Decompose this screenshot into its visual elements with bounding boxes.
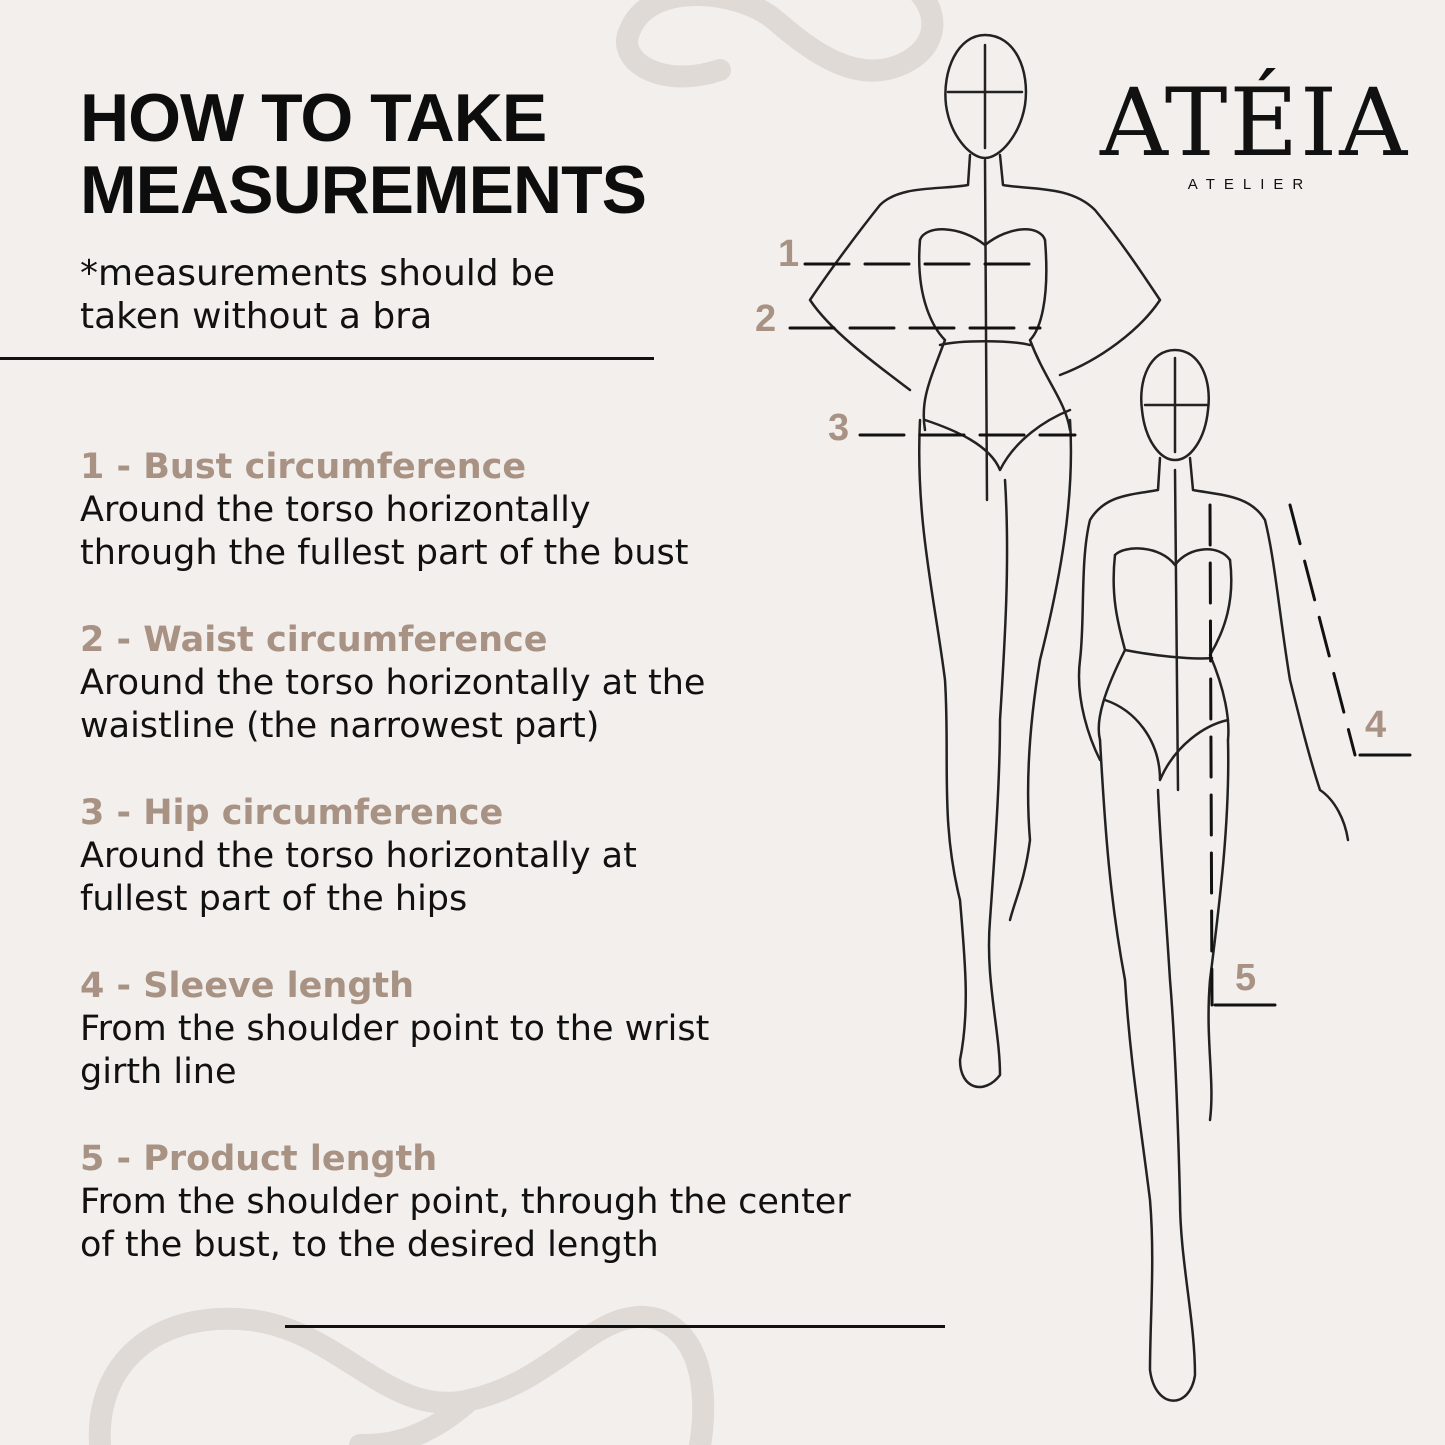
step-desc-line: Around the torso horizontally [80,490,591,530]
marker-3: 3 [828,407,850,449]
marker-1: 1 [778,233,800,275]
page-title [80,82,646,226]
step-desc-line: Around the torso horizontally at the [80,663,706,703]
step-title: 4 - Sleeve length [80,966,415,1006]
step-title: 3 - Hip circumference [80,793,504,833]
step-title: 2 - Waist circumference [80,620,548,660]
step-title: 1 - Bust circumference [80,447,527,487]
walking-figure [1079,350,1348,1401]
step-desc-line: From the shoulder point to the wrist [80,1009,710,1049]
top-divider [0,357,654,360]
title-line-1: HOW TO TAKE [80,80,547,156]
front-figure [810,35,1160,1087]
subtitle-line-1: *measurements should be [80,253,556,294]
subtitle-line-2: taken without a bra [80,296,433,337]
title-line-2: MEASUREMENTS [80,152,647,228]
step-desc-line: From the shoulder point, through the center [80,1182,851,1222]
marker-4: 4 [1365,704,1387,746]
marker-2: 2 [755,298,777,340]
step-desc-line: of the bust, to the desired length [80,1225,659,1265]
step-desc-line: Around the torso horizontally at [80,836,637,876]
fashion-figures-illustration [740,20,1430,1430]
step-desc-line: fullest part of the hips [80,879,468,919]
logo-subtitle: ATELIER [1187,176,1313,193]
measurement-guides [790,264,1410,1005]
subtitle-note [80,252,720,338]
step-title: 5 - Product length [80,1139,438,1179]
step-desc-line: waistline (the narrowest part) [80,706,600,746]
step-desc-line: girth line [80,1052,237,1092]
marker-5: 5 [1235,957,1257,999]
logo-wordmark: ATÉIA [1100,69,1410,178]
step-desc-line: through the fullest part of the bust [80,533,689,573]
